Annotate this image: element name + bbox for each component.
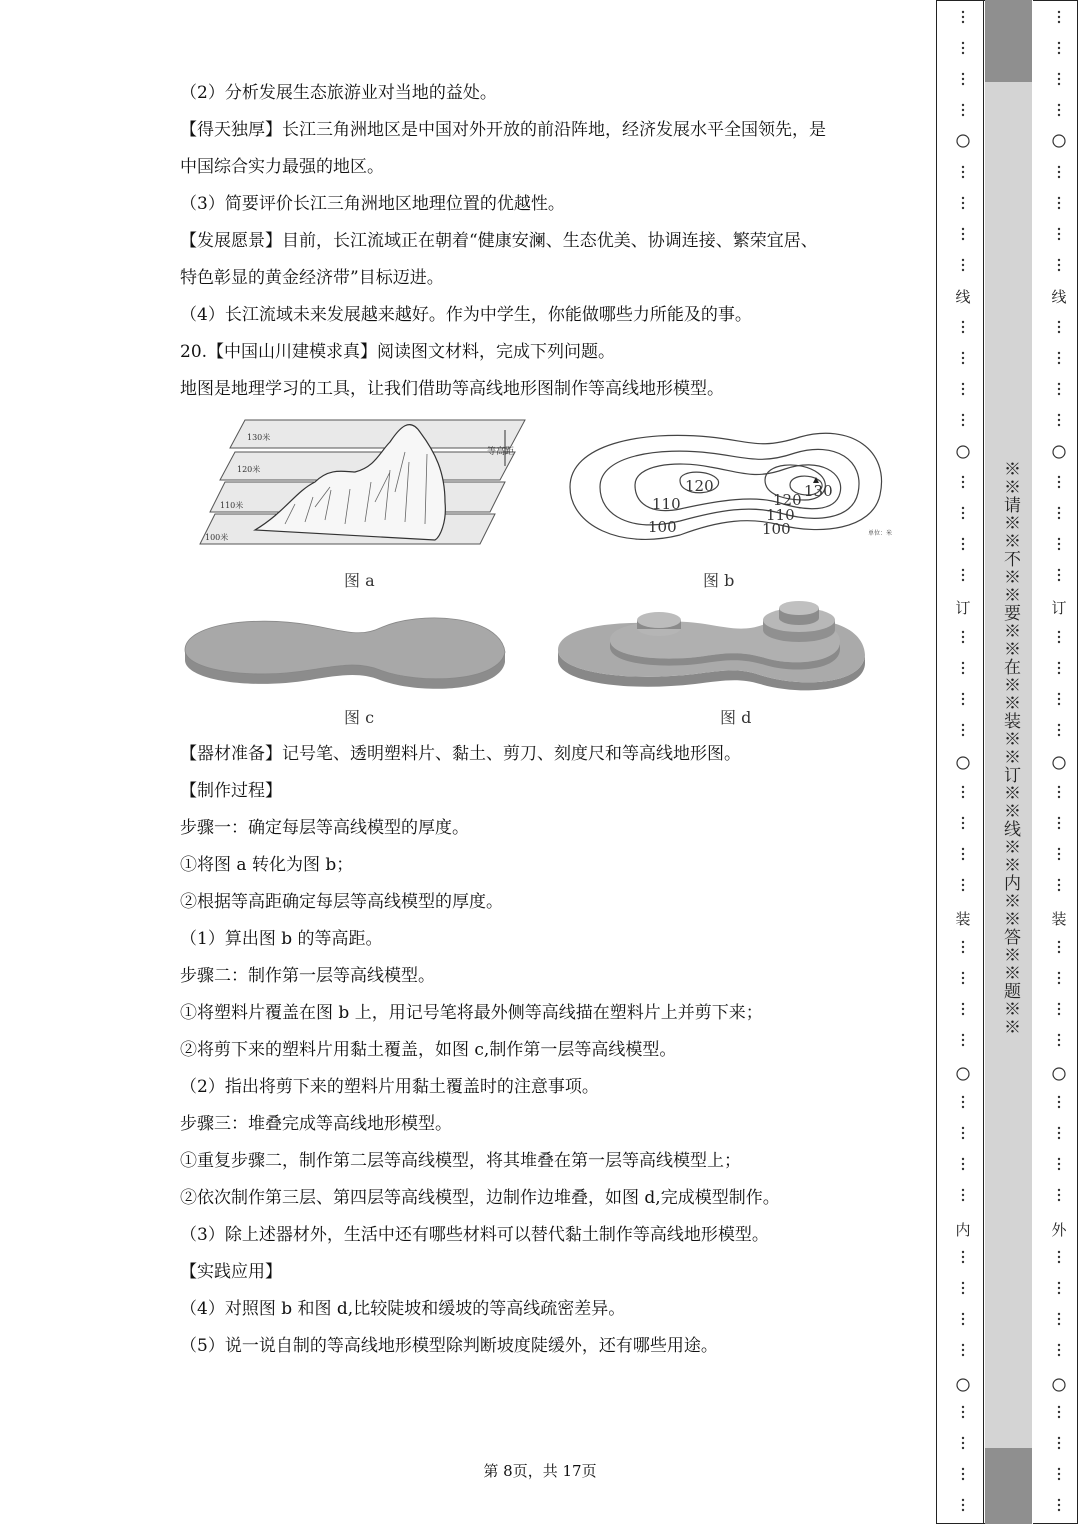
figure-b-caption: 图 b <box>703 571 735 590</box>
text-line: ②根据等高距确定每层等高线模型的厚度。 <box>180 892 503 912</box>
binding-char: 装 <box>955 910 971 928</box>
contour-label: 110 <box>766 506 795 524</box>
contour-label: 130 <box>804 482 833 500</box>
text-line: ②将剪下来的塑料片用黏土覆盖，如图 c,制作第一层等高线模型。 <box>180 1040 677 1060</box>
text-line: （3）简要评价长江三角洲地区地理位置的优越性。 <box>180 194 565 214</box>
text-line: 地图是地理学习的工具，让我们借助等高线地形图制作等高线地形模型。 <box>180 379 724 399</box>
text-line: （1）算出图 b 的等高距。 <box>180 929 383 949</box>
figure-a <box>195 412 540 552</box>
text-line: （5）说一说自制的等高线地形模型除判断坡度陡缓外，还有哪些用途。 <box>180 1336 718 1356</box>
contour-label: 100 <box>648 518 677 536</box>
text-line: ①将图 a 转化为图 b； <box>180 855 354 875</box>
figure-d <box>555 600 870 692</box>
text-line: ①将塑料片覆盖在图 b 上，用记号笔将最外侧等高线描在塑料片上并剪下来； <box>180 1003 763 1023</box>
binding-char: 订 <box>1051 599 1067 617</box>
text-line: 【器材准备】记号笔、透明塑料片、黏土、剪刀、刻度尺和等高线地形图。 <box>180 744 741 764</box>
outer-dots <box>1046 0 1072 1527</box>
text-line: （4）长江流域未来发展越来越好。作为中学生，你能做哪些力所能及的事。 <box>180 305 752 325</box>
level-label: 110米 <box>220 501 244 510</box>
text-line: 步骤一：确定每层等高线模型的厚度。 <box>180 818 469 838</box>
page-number: 第 8页，共 17页 <box>483 1462 597 1480</box>
binding-char: 内 <box>955 1221 971 1239</box>
text-line: ②依次制作第三层、第四层等高线模型，边制作边堆叠，如图 d,完成模型制作。 <box>180 1188 780 1208</box>
binding-char: 订 <box>955 599 971 617</box>
figure-a-caption: 图 a <box>344 571 375 590</box>
figure-c <box>180 610 510 690</box>
contour-label: 100 <box>762 520 791 538</box>
text-line: 【发展愿景】目前，长江流域正在朝着“健康安澜、生态优美、协调连接、繁荣宜居、 <box>180 231 818 251</box>
level-label: 130米 <box>247 433 271 442</box>
text-line: ①重复步骤二，制作第二层等高线模型，将其堆叠在第一层等高线模型上； <box>180 1151 741 1171</box>
binding-char: 外 <box>1051 1221 1067 1239</box>
figure-b <box>560 425 905 550</box>
text-line: 特色彰显的黄金经济带”目标迈进。 <box>180 268 444 288</box>
figure-d-caption: 图 d <box>720 708 752 727</box>
contour-label: 120 <box>685 477 714 495</box>
gray-band-bottom <box>985 1448 1032 1524</box>
text-line: 步骤三：堆叠完成等高线地形模型。 <box>180 1114 452 1134</box>
text-line: 【实践应用】 <box>180 1262 282 1282</box>
level-label: 100米 <box>205 533 229 542</box>
binding-warning: ※※请※※不※※要※※在※※装※※订※※线※※内※※答※※题※※ <box>1000 460 1020 1036</box>
text-line: （2）分析发展生态旅游业对当地的益处。 <box>180 83 497 103</box>
text-line: （2）指出将剪下来的塑料片用黏土覆盖时的注意事项。 <box>180 1077 599 1097</box>
unit-label: 单位：米 <box>868 530 893 537</box>
text-line: 【得天独厚】长江三角洲地区是中国对外开放的前沿阵地，经济发展水平全国领先，是 <box>180 120 826 140</box>
figure-c-caption: 图 c <box>344 708 375 727</box>
interval-label: 等高距 <box>487 447 515 457</box>
question-heading: 20.【中国山川建模求真】阅读图文材料，完成下列问题。 <box>180 342 616 362</box>
gray-band-top <box>985 0 1032 82</box>
binding-char: 装 <box>1051 910 1067 928</box>
binding-char: 线 <box>955 288 971 306</box>
contour-label: 120 <box>773 491 802 509</box>
text-line: 中国综合实力最强的地区。 <box>180 157 384 177</box>
text-line: （3）除上述器材外，生活中还有哪些材料可以替代黏土制作等高线地形模型。 <box>180 1225 769 1245</box>
text-line: 【制作过程】 <box>180 781 282 801</box>
level-label: 120米 <box>237 465 261 474</box>
inner-dots <box>950 0 976 1527</box>
text-line: 步骤二：制作第一层等高线模型。 <box>180 966 435 986</box>
contour-label: 110 <box>652 495 681 513</box>
binding-char: 线 <box>1051 288 1067 306</box>
text-line: （4）对照图 b 和图 d,比较陡坡和缓坡的等高线疏密差异。 <box>180 1299 626 1319</box>
